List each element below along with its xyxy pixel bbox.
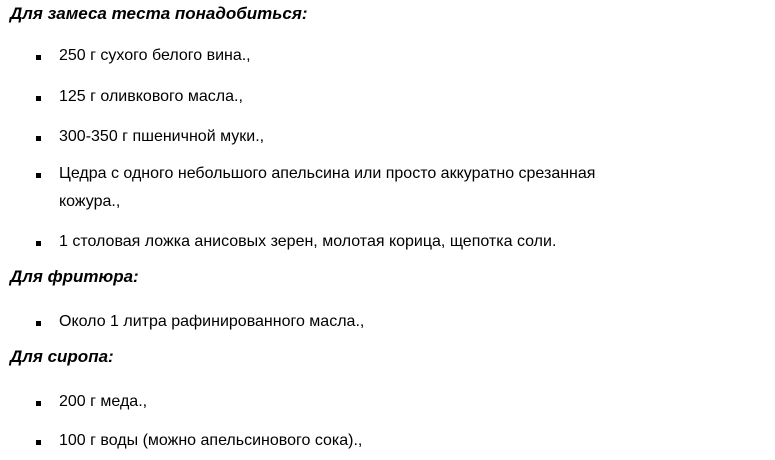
list-item-text: 125 г оливкового масла.,	[59, 88, 243, 105]
list-item-text: 100 г воды (можно апельсинового сока).,	[59, 432, 363, 449]
square-bullet-icon	[36, 321, 41, 326]
section-heading-dough: Для замеса теста понадобиться:	[10, 4, 308, 23]
section-heading-frying: Для фритюра:	[10, 267, 139, 286]
list-item-text: Около 1 литра рафинированного масла.,	[59, 313, 365, 330]
square-bullet-icon	[36, 96, 41, 101]
list-item-text	[59, 160, 659, 216]
list-item-text: 200 г меда.,	[59, 393, 148, 410]
square-bullet-icon	[36, 241, 41, 246]
section-heading-syrup: Для сиропа:	[10, 347, 114, 366]
list-item-text: 300-350 г пшеничной муки.,	[59, 128, 265, 145]
list-item-text-line: кожура.,	[59, 193, 121, 210]
square-bullet-icon	[36, 440, 41, 445]
list-item-text: 1 столовая ложка анисовых зерен, молотая корица, щепотка соли.	[59, 233, 557, 250]
square-bullet-icon	[36, 173, 41, 178]
square-bullet-icon	[36, 136, 41, 141]
square-bullet-icon	[36, 401, 41, 406]
list-item-text: 250 г сухого белого вина.,	[59, 47, 251, 64]
square-bullet-icon	[36, 55, 41, 60]
list-item-text-line: Цедра с одного небольшого апельсина или просто аккуратно срезанная	[59, 165, 596, 182]
